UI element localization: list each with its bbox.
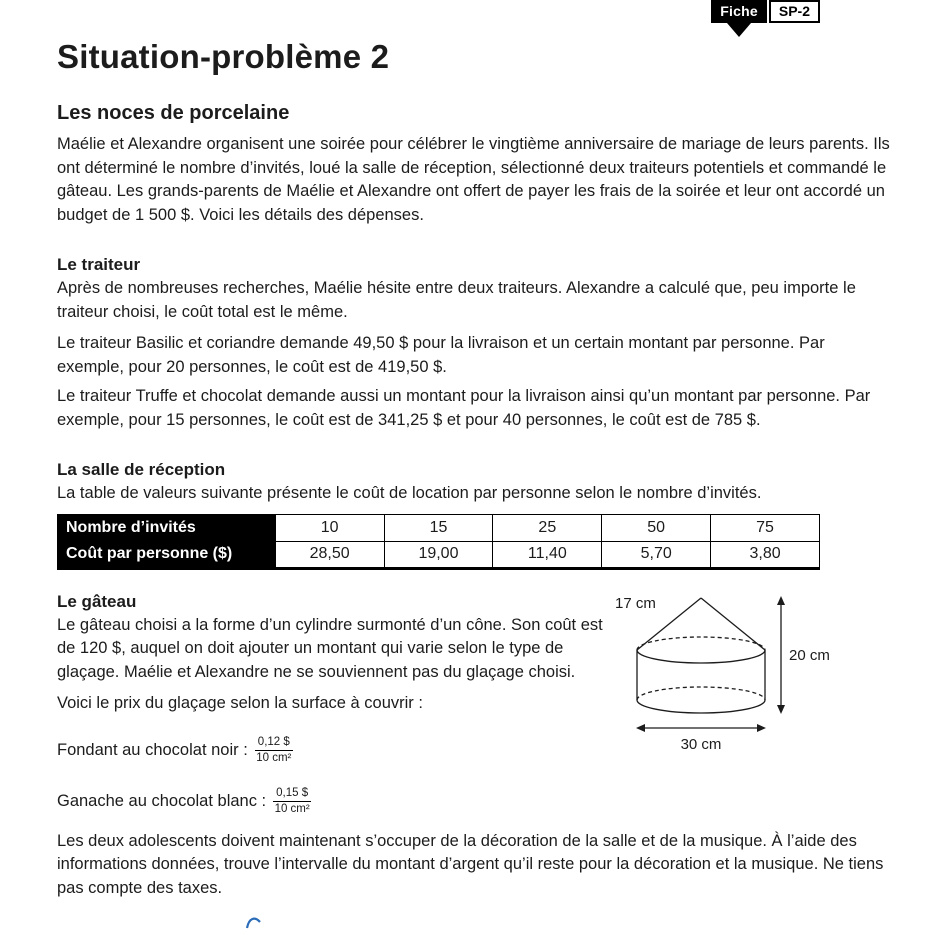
fondant-fraction-denominator: 10 cm² <box>256 751 292 764</box>
table-cell: 75 <box>711 514 820 541</box>
cake-diagram-svg <box>609 592 844 754</box>
cone-slant-label: 17 cm <box>615 594 656 612</box>
fiche-code: SP-2 <box>769 0 820 23</box>
salle-paragraph: La table de valeurs suivante présente le coût de location par personne selon le nombre d’invités. <box>57 484 762 502</box>
gateau-paragraph-2: Voici le prix du glaçage selon la surface à couvrir : <box>57 694 423 712</box>
gateau-text-column <box>57 592 605 817</box>
table-cell: 50 <box>602 514 711 541</box>
fondant-price-line <box>57 736 605 765</box>
traiteur-heading: Le traiteur <box>57 255 141 274</box>
traiteur-paragraph-3: Le traiteur Truffe et chocolat demande aussi un montant pour la livraison ainsi qu’un montant par personne. Par exemple, pour 15 personnes, le coût est de 341,25 $ et pour 40 personnes, le coût est de 785 $. <box>57 387 871 429</box>
table-cell: 15 <box>384 514 493 541</box>
traiteur-paragraph-2: Le traiteur Basilic et coriandre demande 49,50 $ pour la livraison et un certain montant par personne. Par exemple, pour 20 personnes, le coût est de 419,50 $. <box>57 334 825 376</box>
fiche-label: Fiche <box>711 0 767 23</box>
gateau-paragraph-1: Le gâteau choisi a la forme d’un cylindre surmonté d’un cône. Son coût est de 120 $, auquel on doit ajouter un montant qui varie selon le type de glaçage. Maélie et Alexandre ne se souviennent pas du glaçage choisi. <box>57 615 603 681</box>
cake-height-label: 20 cm <box>789 646 830 664</box>
fondant-fraction <box>255 736 293 765</box>
ganache-price-line <box>57 787 605 816</box>
ganache-label: Ganache au chocolat blanc : <box>57 792 267 811</box>
gateau-heading: Le gâteau <box>57 591 137 611</box>
row-header-cout: Coût par personne ($) <box>58 541 276 568</box>
table-cell: 28,50 <box>275 541 384 568</box>
fondant-fraction-numerator: 0,12 $ <box>255 736 293 751</box>
footer-blue-mark <box>245 914 263 935</box>
fondant-label: Fondant au chocolat noir : <box>57 740 248 759</box>
salle-heading: La salle de réception <box>57 460 226 479</box>
table-cell: 19,00 <box>384 541 493 568</box>
traiteur-paragraph-1: Après de nombreuses recherches, Maélie hésite entre deux traiteurs. Alexandre a calculé que, peu importe le traiteur choisi, le coût total est le même. <box>57 279 856 321</box>
table-cell: 11,40 <box>493 541 602 568</box>
table-cell: 5,70 <box>602 541 711 568</box>
row-header-invites: Nombre d’invités <box>58 514 276 541</box>
table-cell: 25 <box>493 514 602 541</box>
intro-paragraph: Maélie et Alexandre organisent une soirée pour célébrer le vingtième anniversaire de mariage de leurs parents. Ils ont déterminé le nombre d’invités, loué la salle de réception, sélectionné deux traiteurs potentiels et commandé le gâteau. Les grands-parents de Maélie et Alexandre ont offert de payer les frais de la soirée et leur ont accordé un budget de 1 500 $. Voici les détails des dépenses. <box>57 135 890 224</box>
table-cell: 3,80 <box>711 541 820 568</box>
cake-diagram <box>609 592 854 759</box>
table-row <box>58 514 820 541</box>
ganache-fraction-denominator: 10 cm² <box>274 803 310 816</box>
ganache-fraction <box>273 787 311 816</box>
table-cell: 10 <box>275 514 384 541</box>
table-row <box>58 541 820 568</box>
intro-heading: Les noces de porcelaine <box>57 102 290 124</box>
conclusion-paragraph: Les deux adolescents doivent maintenant s’occuper de la décoration de la salle et de la musique. À l’aide des informations données, trouve l’intervalle du montant d’argent qu’il reste pour la décoration et la musique. Ne tiens pas compte des taxes. <box>57 831 884 897</box>
gateau-section <box>57 592 892 824</box>
page-title: Situation-problème 2 <box>57 38 390 75</box>
cake-diameter-label: 30 cm <box>680 735 722 753</box>
valeurs-table <box>57 514 820 570</box>
ganache-fraction-numerator: 0,15 $ <box>273 787 311 802</box>
